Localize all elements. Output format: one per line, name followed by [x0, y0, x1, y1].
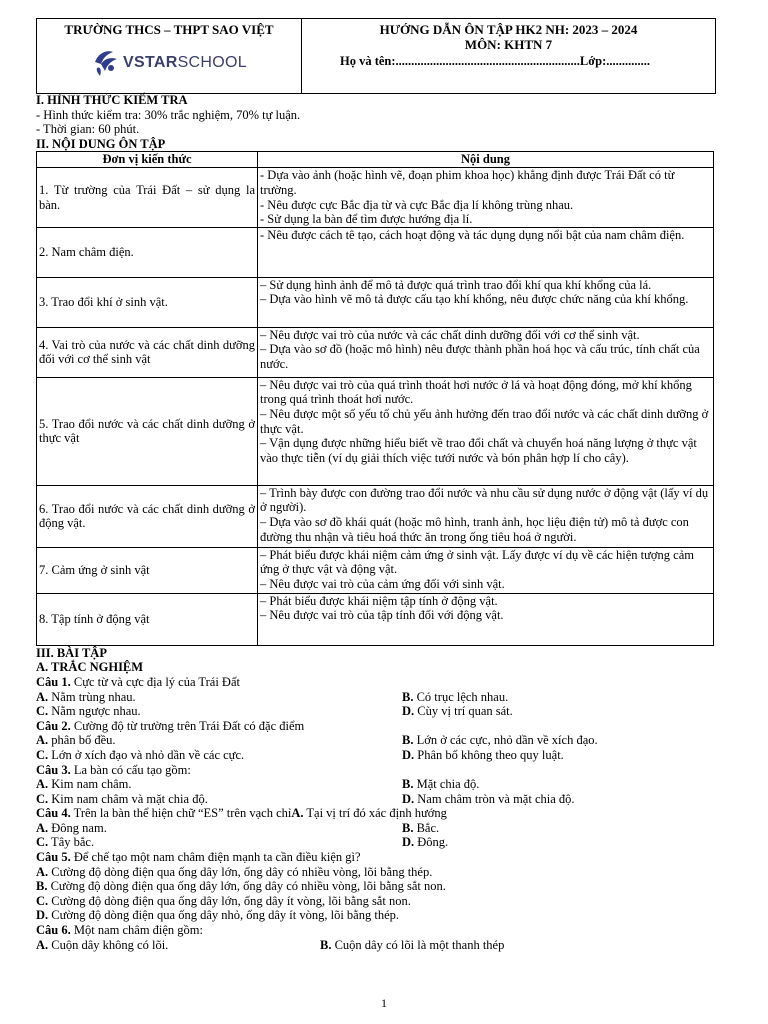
- option-a: A. Cường độ dòng điện qua ống dây lớn, ống dây có nhiều vòng, lõi bằng thép.: [36, 864, 433, 879]
- question-3: Câu 3. La bàn có cấu tạo gồm:: [36, 762, 191, 777]
- table-row: [37, 547, 714, 593]
- option-b: B. Mặt chia độ.: [402, 777, 480, 792]
- section-1-title: I. HÌNH THỨC KIỂM TRA: [36, 93, 188, 107]
- page-number: 1: [381, 996, 387, 1010]
- option-a: A. phân bố đều.: [36, 733, 116, 748]
- option-c: C. Cường độ dòng điện qua ống dây lớn, ống dây ít vòng, lõi bằng sắt non.: [36, 893, 411, 908]
- table-cell-unit: 3. Trao đổi khí ở sinh vật.: [37, 277, 258, 327]
- option-a: A. Kim nam châm.: [36, 777, 132, 792]
- option-row: [36, 733, 716, 748]
- content-line: – Nêu được vai trò của quá trình thoát hơi nước ở lá và hoạt động đóng, mở khí khổng trong quá trình thoát hơi nước.: [260, 377, 692, 407]
- table-row: [37, 227, 714, 277]
- document-body: [36, 93, 716, 952]
- section-2-title: II. NỘI DUNG ÔN TẬP: [36, 136, 166, 151]
- table-cell-unit: 6. Trao đổi nước và các chất dinh dưỡng ở động vật.: [37, 485, 258, 547]
- table-row: [37, 593, 714, 645]
- table-cell-content: [258, 227, 714, 277]
- content-line: – Dựa vào sơ đồ khái quát (hoặc mô hình, tranh ảnh, học liệu điện tử) mô tả được con đường thu nhận và tiêu hoá thức ăn trong ống tiêu hoá ở người.: [260, 514, 689, 544]
- table-row: [37, 485, 714, 547]
- content-line: – Nêu được một số yếu tố chủ yếu ảnh hưởng đến trao đổi nước và các chất dinh dưỡng ở thực vật.: [260, 406, 709, 436]
- option-c: C. Kim nam châm và mặt chia độ.: [36, 791, 208, 806]
- content-line: - Sử dụng la bàn để tìm được hướng địa lí.: [260, 212, 473, 227]
- option-c: C. Tây bắc.: [36, 835, 95, 850]
- option-row: [36, 690, 716, 705]
- content-line: – Vận dụng được những hiểu biết về trao đổi chất và chuyển hoá năng lượng ở thực vật vào thực tiễn (ví dụ giải thích việc tưới nước và bón phân hợp lí cho cây).: [260, 436, 697, 465]
- option-c: C. Lớn ở xích đạo và nhỏ dần về các cực.: [36, 747, 245, 762]
- column-header-content: Nội dung: [258, 152, 714, 168]
- logo-wordmark: VSTARSCHOOL: [123, 54, 247, 71]
- option-d: D. Nam châm tròn và mặt chia độ.: [402, 791, 575, 806]
- table-cell-content: [258, 485, 714, 547]
- option-b: B. Cuộn dây có lõi là một thanh thép: [320, 937, 505, 952]
- section-3-title: III. BÀI TẬP: [36, 645, 107, 660]
- option-row: [36, 821, 716, 836]
- content-line: – Nêu được vai trò của nước và các chất dinh dưỡng đối với cơ thể sinh vật.: [260, 327, 640, 342]
- option-c: C. Nằm ngược nhau.: [36, 704, 141, 719]
- content-line: – Nêu được vai trò của cảm ứng đối với sinh vật.: [260, 576, 505, 591]
- section-1-line: - Hình thức kiểm tra: 30% trắc nghiệm, 70% tự luận.: [36, 107, 301, 122]
- content-line: – Phát biểu được khái niệm cảm ứng ở sinh vật. Lấy được ví dụ về các hiện tượng cảm ứng ở thực vật và động vật.: [260, 547, 694, 577]
- content-line: – Dựa vào hình vẽ mô tả được cấu tạo khí khổng, nêu được chức năng của khí khổng.: [260, 292, 689, 307]
- option-d: D. Phân bố không theo quy luật.: [402, 747, 564, 762]
- option-row: [36, 792, 716, 807]
- table-cell-unit: 5. Trao đổi nước và các chất dinh dưỡng ở thực vật: [37, 377, 258, 485]
- table-cell-content: [258, 377, 714, 485]
- option-a: A. Cuộn dây không có lõi.: [36, 937, 169, 952]
- content-line: – Nêu được vai trò của tập tính đối với động vật.: [260, 608, 504, 623]
- option-row: [36, 938, 716, 953]
- section-3-subtitle: A. TRẮC NGHIỆM: [36, 660, 144, 675]
- knowledge-table: [36, 151, 714, 645]
- table-cell-unit: 7. Cảm ứng ở sinh vật: [37, 547, 258, 593]
- option-a: A. Đông nam.: [36, 820, 107, 835]
- table-cell-unit: 2. Nam châm điện.: [37, 227, 258, 277]
- question-6: Câu 6. Một nam châm điện gồm:: [36, 923, 204, 938]
- option-d: D. Cường độ dòng điện qua ống dây nhỏ, ống dây ít vòng, lõi bằng thép.: [36, 908, 400, 923]
- document-title: HƯỚNG DẪN ÔN TẬP HK2 NH: 2023 – 2024: [379, 22, 638, 37]
- option-b: B. Bắc.: [402, 820, 440, 835]
- question-1: Câu 1. Cực từ và cực địa lý của Trái Đất: [36, 674, 240, 689]
- table-cell-content: [258, 277, 714, 327]
- option-b: B. Cường độ dòng điện qua ống dây lớn, ống dây có nhiều vòng, lõi bằng sắt non.: [36, 879, 446, 894]
- table-cell-unit: 4. Vai trò của nước và các chất dinh dưỡng đối với cơ thể sinh vật: [37, 327, 258, 377]
- table-header-row: [37, 152, 714, 168]
- question-4: Câu 4. Trên la bàn thể hiện chữ “ES” trên vạch chỉA. Tại vị trí đó xác định hướng: [36, 806, 447, 821]
- option-b: B. Lớn ở các cực, nhỏ dần về xích đạo.: [402, 733, 598, 748]
- option-b: B. Có trục lệch nhau.: [402, 689, 509, 704]
- option-a: A. Nằm trùng nhau.: [36, 689, 136, 704]
- school-logo: [84, 46, 254, 80]
- table-cell-unit: 8. Tập tính ở động vật: [37, 593, 258, 645]
- option-d: D. Đông.: [402, 835, 449, 850]
- content-line: - Dựa vào ảnh (hoặc hình vẽ, đoạn phim khoa học) khẳng định được Trái Đất có từ trường.: [260, 168, 675, 197]
- school-block: [37, 19, 302, 93]
- table-row: [37, 277, 714, 327]
- content-line: - Nêu được cực Bắc địa từ và cực Bắc địa lí không trùng nhau.: [260, 197, 574, 212]
- document-header: [36, 18, 716, 94]
- subject-title: MÔN: KHTN 7: [464, 37, 553, 52]
- school-name: TRƯỜNG THCS – THPT SAO VIỆT: [64, 22, 274, 37]
- content-line: – Dựa vào sơ đồ (hoặc mô hình) nêu được thành phần hoá học và cấu trúc, tính chất của nước.: [260, 342, 700, 371]
- column-header-unit: Đơn vị kiến thức: [37, 152, 258, 168]
- option-row: [36, 835, 716, 850]
- content-line: – Phát biểu được khái niệm tập tính ở động vật.: [260, 593, 498, 608]
- table-cell-content: [258, 327, 714, 377]
- question-5: Câu 5. Để chế tạo một nam châm điện mạnh ta cần điều kiện gì?: [36, 850, 361, 865]
- star-logo-icon: [91, 48, 119, 78]
- table-cell-content: [258, 547, 714, 593]
- content-line: - Nêu được cách tê tạo, cách hoạt động và tác dụng dụng nổi bật của nam châm điện.: [260, 227, 685, 242]
- table-cell-content: [258, 168, 714, 227]
- option-d: D. Cùy vị trí quan sát.: [402, 704, 513, 719]
- table-cell-unit: 1. Từ trường của Trái Đất – sử dụng la bàn.: [37, 168, 258, 227]
- question-2: Câu 2. Cường độ từ trường trên Trái Đất có đặc điểm: [36, 718, 305, 733]
- table-cell-content: [258, 593, 714, 645]
- content-line: – Sử dụng hình ảnh để mô tả được quá trình trao đổi khí qua khí khổng của lá.: [260, 277, 652, 292]
- option-row: [36, 748, 716, 763]
- student-name-line: Họ và tên:...........................................................Lớp:..............: [340, 54, 651, 68]
- exam-info-block: [302, 19, 715, 93]
- option-row: [36, 704, 716, 719]
- option-row: [36, 777, 716, 792]
- table-row: [37, 168, 714, 227]
- section-1-line: - Thời gian: 60 phút.: [36, 122, 140, 137]
- content-line: – Trình bày được con đường trao đổi nước và nhu cầu sử dụng nước ở động vật (lấy ví dụ ở người).: [260, 485, 709, 515]
- table-row: [37, 377, 714, 485]
- table-row: [37, 327, 714, 377]
